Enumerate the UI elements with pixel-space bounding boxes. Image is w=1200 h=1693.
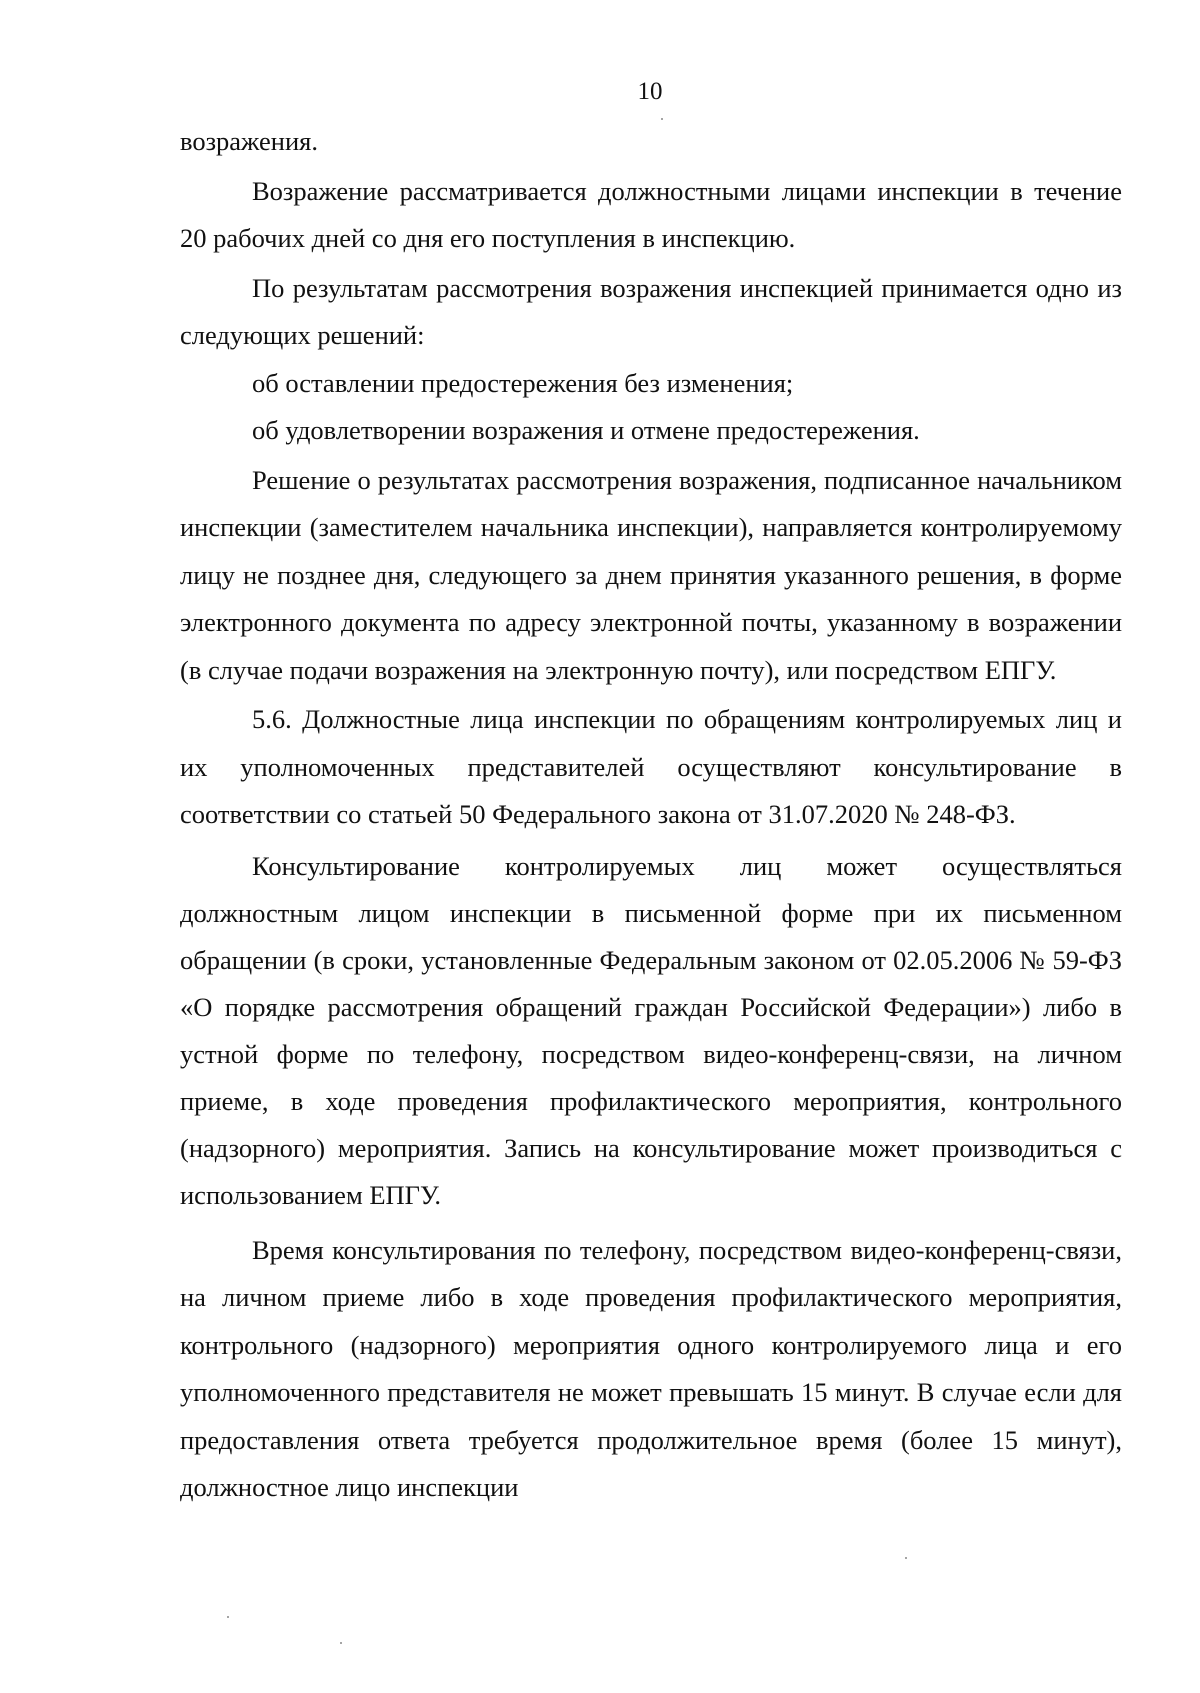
paragraph-consultation-5-6: 5.6. Должностные лица инспекции по обращениям контролируемых лиц и их уполномоченных представителей осуществляют консультирование в соответствии со статьей 50 Федерального закона от 31.07.2020 № 248-ФЗ. [180, 704, 1122, 829]
paragraph-consultation-forms: Консультирование контролируемых лиц может осуществляться должностным лицом инспекции в письменной форме при их письменном обращении (в сроки, установленные Федеральным законом от 02.05.2006 № 59-ФЗ «О порядке рассмотрения обращений граждан Российской Федерации») либо в устной форме по телефону, посредством видео-конференц-связи, на личном приеме, в ходе проведения профилактического мероприятия, контрольного (надзорного) мероприятия. Запись на консультирование может производиться с использованием ЕПГУ. [180, 850, 1122, 1210]
document-body [180, 118, 1122, 1512]
list-item-keep-warning: об оставлении предостережения без изменения; [252, 367, 794, 398]
list-item-cancel-warning: об удовлетворении возражения и отмене предостережения. [252, 415, 920, 445]
scan-speck [340, 1642, 342, 1644]
paragraph-consultation-time: Время консультирования по телефону, посредством видео-конференц-связи, на личном приеме либо в ходе проведения профилактического мероприятия, контрольного (надзорного) мероприятия одного контролируемого лица и его уполномоченного представителя не может превышать 15 минут. В случае если для предоставления ответа требуется продолжительное время (более 15 минут), должностное лицо инспекции [180, 1234, 1122, 1502]
paragraph-decision-delivery: Решение о результатах рассмотрения возражения, подписанное начальником инспекции (заместителем начальника инспекции), направляется контролируемому лицу не позднее дня, следующего за днем принятия указанного решения, в форме электронного документа по адресу электронной почты, указанному в возражении (в случае подачи возражения на электронную почту), или посредством ЕПГУ. [180, 464, 1122, 685]
paragraph-review-results: По результатам рассмотрения возражения инспекцией принимается одно из следующих решений: [180, 272, 1122, 350]
paragraph-objection-review-term: Возражение рассматривается должностными лицами инспекции в течение 20 рабочих дней со дня его поступления в инспекцию. [180, 175, 1122, 253]
scan-speck [661, 118, 663, 120]
scan-speck [227, 1616, 229, 1618]
scan-speck [905, 1557, 907, 1559]
page-number: 10 [637, 78, 663, 105]
paragraph-continuation: возражения. [180, 126, 318, 156]
